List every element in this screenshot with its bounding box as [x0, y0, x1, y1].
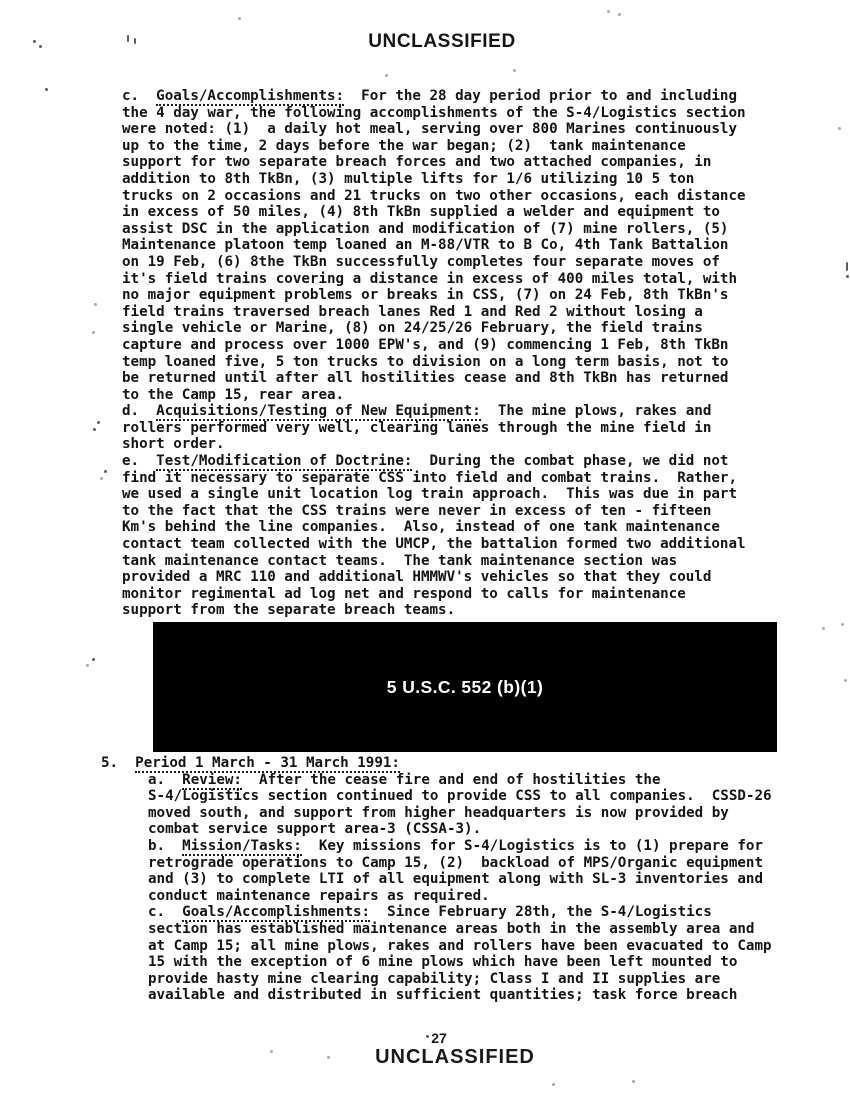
- scan-speck: [33, 40, 36, 43]
- scan-speck: [426, 1035, 429, 1038]
- text-line: e. Test/Modification of Doctrine: During the combat phase, we did not: [122, 453, 729, 470]
- scan-speck: [846, 262, 848, 271]
- text-line: 5. Period 1 March - 31 March 1991:: [101, 755, 400, 771]
- text-line: temp loaned five, 5 ton trucks to division on a long term basis, not to: [122, 353, 729, 370]
- redaction-box: [153, 622, 777, 752]
- scan-speck: [134, 38, 136, 44]
- classification-footer: UNCLASSIFIED: [375, 1046, 535, 1068]
- paragraph: [101, 755, 850, 772]
- text-line: assist DSC in the application and modification of (7) mine rollers, (5): [122, 220, 729, 237]
- paragraph: [122, 453, 850, 619]
- underlined-heading: Acquisitions/Testing of New Equipment:: [156, 403, 481, 420]
- text-line: support for two separate breach forces and two attached companies, in: [122, 154, 712, 171]
- text-line: were noted: (1) a daily hot meal, serving over 800 Marines continuously: [122, 121, 737, 138]
- text-line: on 19 Feb, (6) 8the TkBn successfully completes four separate moves of: [122, 253, 720, 270]
- text-line: Maintenance platoon temp loaned an M-88/VTR to B Co, 4th Tank Battalion: [122, 237, 729, 254]
- underlined-heading: Test/Modification of Doctrine:: [156, 453, 413, 470]
- text-line: no major equipment problems or breaks in CSS, (7) on 24 Feb, 8th TkBn's: [122, 287, 729, 304]
- text-line: S-4/Logistics section continued to provide CSS to all companies. CSSD-26: [148, 788, 772, 805]
- paragraph: [148, 904, 850, 1004]
- body-top-blocks: [0, 88, 850, 619]
- text-line: up to the time, 2 days before the war began; (2) tank maintenance: [122, 137, 686, 154]
- scan-speck: [846, 275, 849, 278]
- scan-speck: [327, 1056, 330, 1059]
- text-line: and (3) to complete LTI of all equipment along with SL-3 inventories and: [148, 871, 763, 888]
- text-line: to the Camp 15, rear area.: [122, 386, 345, 403]
- scan-speck: [92, 331, 95, 334]
- scan-speck: [822, 627, 825, 630]
- text-line: addition to 8th TkBn, (3) multiple lifts for 1/6 utilizing 10 5 ton: [122, 170, 695, 187]
- paragraph: [122, 88, 850, 403]
- underlined-heading: Goals/Accomplishments:: [156, 88, 345, 104]
- text-line: tank maintenance contact teams. The tank maintenance section was: [122, 552, 678, 569]
- text-line: moved south, and support from higher headquarters is now provided by: [148, 804, 729, 821]
- paragraph: [122, 403, 850, 453]
- text-line: support from the separate breach teams.: [122, 602, 456, 619]
- text-line: 15 with the exception of 6 mine plows which have been left mounted to: [148, 954, 738, 971]
- text-line: available and distributed in sufficient quantities; task force breach: [148, 987, 738, 1004]
- underlined-heading: Goals/Accomplishments:: [182, 904, 371, 921]
- text-line: combat service support area-3 (CSSA-3).: [148, 821, 482, 838]
- text-line: section has established maintenance areas both in the assembly area and: [148, 920, 755, 937]
- text-line: trucks on 2 occasions and 21 trucks on two other occasions, each distance: [122, 187, 746, 204]
- underlined-heading: Review:: [182, 771, 242, 788]
- scan-speck: [618, 13, 621, 16]
- text-line: a. Review: After the cease fire and end of hostilities the: [148, 771, 661, 788]
- text-line: single vehicle or Marine, (8) on 24/25/26 February, the field trains: [122, 320, 703, 337]
- scan-speck: [385, 74, 388, 77]
- scan-speck: [94, 303, 97, 306]
- scan-speck: [632, 1080, 635, 1083]
- scan-speck: [97, 421, 100, 424]
- text-line: capture and process over 1000 EPW's, and (9) commencing 1 Feb, 8th TkBn: [122, 336, 729, 353]
- text-line: conduct maintenance repairs as required.: [148, 887, 490, 904]
- scan-speck: [93, 428, 96, 431]
- scan-speck: [513, 69, 516, 72]
- text-line: retrograde operations to Camp 15, (2) backload of MPS/Organic equipment: [148, 854, 763, 871]
- paragraph: [148, 772, 850, 838]
- text-line: b. Mission/Tasks: Key missions for S-4/Logistics is to (1) prepare for: [148, 837, 764, 854]
- text-line: field trains traversed breach lanes Red 1 and Red 2 without losing a: [122, 303, 703, 320]
- text-line: contact team collected with the UMCP, the battalion formed two additional: [122, 536, 746, 553]
- scan-speck: [92, 658, 95, 661]
- scan-speck: [552, 1083, 555, 1086]
- page-number: 27: [431, 1030, 447, 1046]
- text-line: monitor regimental ad log net and respond to calls for maintenance: [122, 585, 686, 602]
- text-line: short order.: [122, 436, 225, 453]
- text-line: in excess of 50 miles, (4) 8th TkBn supplied a welder and equipment to: [122, 204, 720, 221]
- document-body: [0, 88, 850, 1004]
- underlined-heading: Period 1 March - 31 March 1991:: [135, 755, 400, 771]
- scan-speck: [270, 1050, 273, 1053]
- scan-speck: [127, 35, 129, 42]
- scan-speck: [841, 623, 844, 626]
- redaction-exemption-label: 5 U.S.C. 552 (b)(1): [386, 676, 544, 697]
- text-line: Km's behind the line companies. Also, instead of one tank maintenance: [122, 519, 720, 536]
- text-line: we used a single unit location log train approach. This was due in part: [122, 486, 737, 503]
- underlined-heading: Mission/Tasks:: [182, 837, 302, 854]
- paragraph: [148, 838, 850, 904]
- scan-speck: [104, 470, 107, 473]
- scan-speck: [100, 477, 103, 480]
- text-line: find it necessary to separate CSS into field and combat trains. Rather,: [122, 469, 737, 486]
- scan-speck: [238, 17, 241, 20]
- text-line: at Camp 15; all mine plows, rakes and rollers have been evacuated to Camp: [148, 937, 772, 954]
- text-line: c. Goals/Accomplishments: For the 28 day period prior to and including: [122, 88, 738, 104]
- text-line: provide hasty mine clearing capability; Class I and II supplies are: [148, 970, 721, 987]
- text-line: the 4 day war, the following accomplishments of the S-4/Logistics section: [122, 104, 746, 121]
- text-line: to the fact that the CSS trains were never in excess of ten - fifteen: [122, 502, 712, 519]
- scan-speck: [45, 88, 48, 91]
- classification-header: UNCLASSIFIED: [368, 31, 516, 52]
- body-bottom-blocks: [0, 755, 850, 1004]
- scan-speck: [86, 664, 89, 667]
- scan-speck: [844, 679, 847, 682]
- scan-speck: [607, 10, 610, 13]
- scan-speck: [838, 127, 841, 130]
- text-line: rollers performed very well, clearing lanes through the mine field in: [122, 419, 712, 436]
- scan-speck: [39, 45, 42, 48]
- text-line: d. Acquisitions/Testing of New Equipment: The mine plows, rakes and: [122, 403, 712, 420]
- text-line: c. Goals/Accomplishments: Since February 28th, the S-4/Logistics: [148, 904, 712, 921]
- text-line: be returned until after all hostilities cease and 8th TkBn has returned: [122, 370, 729, 387]
- text-line: it's field trains covering a distance in excess of 400 miles total, with: [122, 270, 737, 287]
- text-line: provided a MRC 110 and additional HMMWV's vehicles so that they could: [122, 569, 712, 586]
